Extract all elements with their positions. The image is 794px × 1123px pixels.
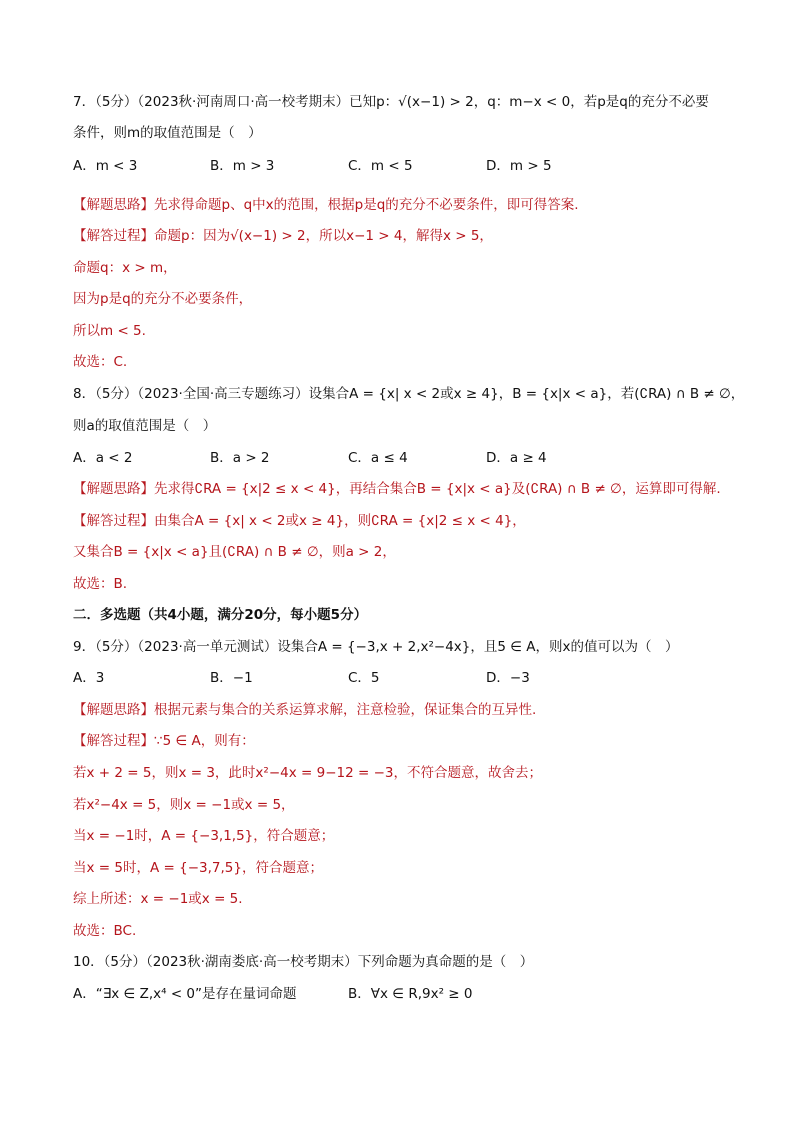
answer-option: A．3 [73, 670, 105, 686]
solution-line: 【解题思路】先求得命题p、q中x的范围，根据p是q的充分不必要条件，即可得答案. [73, 197, 579, 213]
question-line: 9．（5分）（2023·高一单元测试）设集合A = {−3,x + 2,x²−4x}，且5 ∈ A，则x的值可以为（ ） [73, 639, 679, 655]
answer-option: C．m < 5 [348, 158, 413, 174]
answer-option: B．∀x ∈ R,9x² ≥ 0 [348, 986, 473, 1002]
solution-line: 故选：B. [73, 576, 128, 592]
solution-line: 【解答过程】命题p：因为√(x−1) > 2，所以x−1 > 4，解得x > 5， [73, 228, 493, 244]
answer-option: B．−1 [210, 670, 253, 686]
solution-line: 综上所述：x = −1或x = 5. [73, 891, 243, 907]
answer-option: D．a ≥ 4 [486, 450, 547, 466]
answer-option: D．m > 5 [486, 158, 552, 174]
question-line: 则a的取值范围是（ ） [73, 418, 217, 434]
solution-line: 【解题思路】根据元素与集合的关系运算求解，注意检验，保证集合的互异性. [73, 702, 537, 718]
solution-line: 命题q：x > m， [73, 260, 177, 276]
answer-option: A．a < 2 [73, 450, 133, 466]
question-line: 8．（5分）（2023·全国·高三专题练习）设集合A = {x| x < 2或x ≥ 4}，B = {x|x < a}，若(∁RA) ∩ B ≠ ∅， [73, 386, 745, 402]
answer-option: B．m > 3 [210, 158, 275, 174]
section-heading: 二．多选题（共4小题，满分20分，每小题5分） [73, 607, 368, 623]
solution-line: 又集合B = {x|x < a}且(∁RA) ∩ B ≠ ∅，则a > 2， [73, 544, 396, 560]
question-line: 条件，则m的取值范围是（ ） [73, 125, 262, 141]
solution-line: 若x²−4x = 5，则x = −1或x = 5， [73, 797, 295, 813]
answer-option: B．a > 2 [210, 450, 270, 466]
solution-line: 当x = −1时，A = {−3,1,5}，符合题意； [73, 828, 335, 844]
question-line: 10．（5分）（2023秋·湖南娄底·高一校考期末）下列命题为真命题的是（ ） [73, 954, 534, 970]
solution-line: 故选：BC. [73, 923, 137, 939]
answer-option: A．“∃x ∈ Z,x⁴ < 0”是存在量词命题 [73, 986, 297, 1002]
solution-line: 因为p是q的充分不必要条件， [73, 291, 253, 307]
solution-line: 当x = 5时，A = {−3,7,5}，符合题意； [73, 860, 323, 876]
answer-option: C．a ≤ 4 [348, 450, 408, 466]
solution-line: 【解答过程】由集合A = {x| x < 2或x ≥ 4}，则∁RA = {x|2 ≤ x < 4}， [73, 513, 526, 529]
solution-line: 故选：C. [73, 354, 128, 370]
solution-line: 所以m < 5. [73, 323, 146, 339]
solution-line: 若x + 2 = 5，则x = 3，此时x²−4x = 9−12 = −3，不符合题意，故舍去； [73, 765, 542, 781]
answer-option: C．5 [348, 670, 380, 686]
solution-line: 【解答过程】∵5 ∈ A，则有： [73, 733, 255, 749]
answer-option: D．−3 [486, 670, 530, 686]
answer-option: A．m < 3 [73, 158, 138, 174]
question-line: 7．（5分）（2023秋·河南周口·高一校考期末）已知p：√(x−1) > 2，q：m−x < 0，若p是q的充分不必要 [73, 94, 709, 110]
solution-line: 【解题思路】先求得∁RA = {x|2 ≤ x < 4}，再结合集合B = {x|x < a}及(∁RA) ∩ B ≠ ∅，运算即可得解. [73, 481, 721, 497]
